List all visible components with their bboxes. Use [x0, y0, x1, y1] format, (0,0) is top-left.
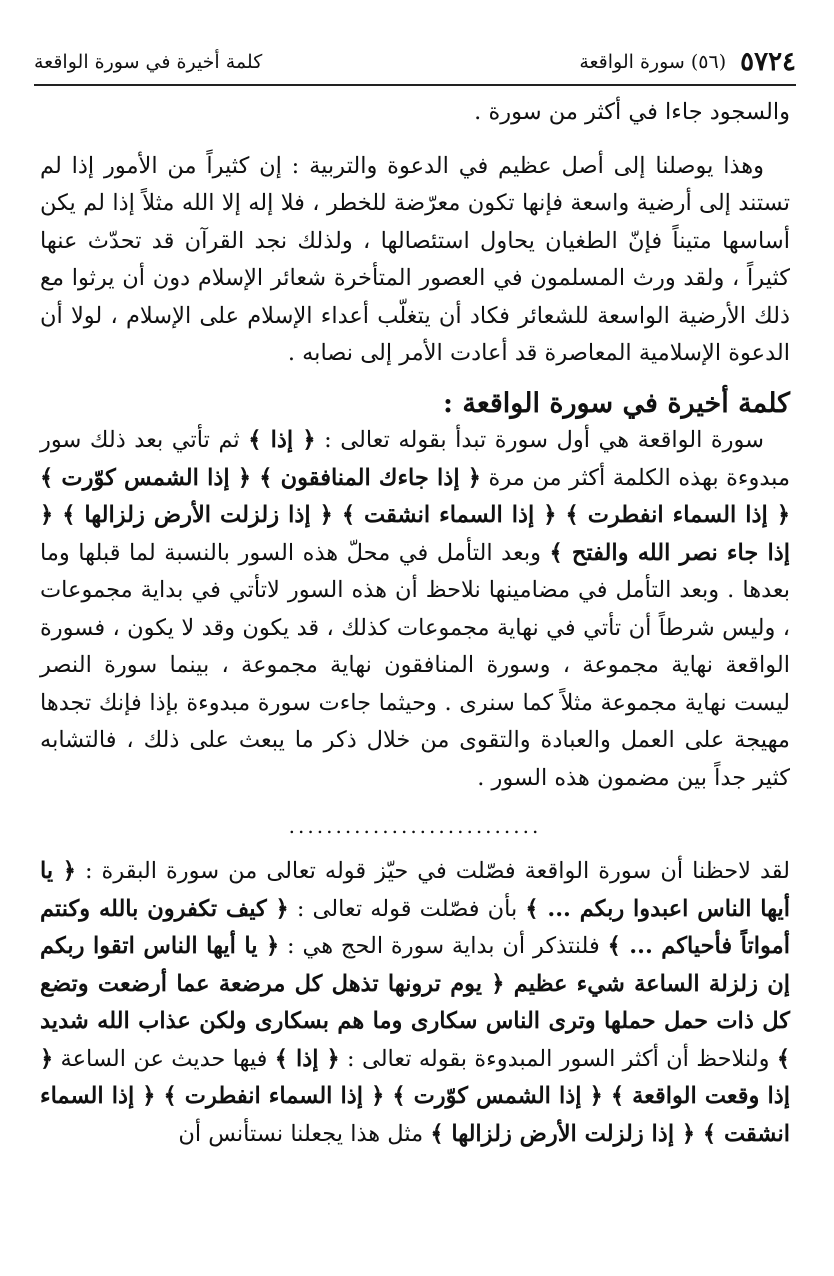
text-span: فلنتذكر أن بداية سورة الحج هي :	[279, 933, 608, 959]
paragraph-1: والسجود جاءا في أكثر من سورة .	[474, 99, 790, 125]
paragraph-4	[40, 853, 790, 1153]
paragraph-3	[40, 422, 790, 797]
quran-quote: ﴿ إذا ﴾	[248, 427, 316, 453]
text-span: مثل هذا يجعلنا نستأنس أن	[178, 1120, 431, 1147]
quran-quote: ﴿ إذا ﴾	[274, 1045, 340, 1072]
text-span: ولنلاحظ أن أكثر السور المبدوءة بقوله تعالى :	[339, 1045, 777, 1072]
quran-quote: ﴿ إذا جاءك المنافقون ﴾ ﴿ إذا الشمس كوّرت ﴾ ﴿ إذا السماء انفطرت ﴾ ﴿ إذا السماء انشقت ﴾ ﴿ إذا زلزلت الأرض زلزالها ﴾ ﴿ إذا جاء نصر الله والفتح ﴾	[40, 464, 790, 566]
quran-quote: ﴿ يا أيها الناس اتقوا ربكم إن زلزلة الساعة شيء عظيم ﴿ يوم ترونها تذهل كل مرضعة عما أرضعت وتضع كل ذات حمل حملها وترى الناس سكارى وما هم بسكارى ولكن عذاب الله شديد ﴾	[40, 933, 790, 1072]
surah-reference: (٥٦) سورة الواقعة	[579, 51, 727, 73]
page-number: ٥٧٢٤	[740, 47, 796, 77]
running-section-title: كلمة أخيرة في سورة الواقعة	[34, 51, 263, 73]
text-span: بأن فصّلت قوله تعالى :	[288, 895, 526, 922]
page-body	[40, 94, 790, 1153]
text-span: لقد لاحظنا أن سورة الواقعة فصّلت في حيّز قوله تعالى من سورة البقرة :	[75, 858, 790, 884]
quran-quote: ﴿ إذا وقعت الواقعة ﴾ ﴿ إذا الشمس كوّرت ﴾ ﴿ إذا السماء انفطرت ﴾ ﴿ إذا السماء انشقت ﴾ ﴿ إذا زلزلت الأرض زلزالها ﴾	[40, 1045, 790, 1147]
quran-quote: ﴿ كيف تكفرون بالله وكنتم أمواتاً فأحياكم ... ﴾	[40, 895, 790, 959]
header-right	[579, 47, 796, 77]
dotted-separator: ...........................	[288, 814, 542, 838]
page-header	[34, 40, 796, 86]
text-span: فيها حديث عن الساعة	[53, 1045, 275, 1072]
section-heading: كلمة أخيرة في سورة الواقعة :	[443, 387, 790, 419]
text-span: وبعد التأمل في محلّ هذه السور بالنسبة لما قبلها وما بعدها . وبعد التأمل في مضامينها نلاحظ أن هذه السور لاتأتي في بداية مجموعات ، وليس شرطاً أن تأتي في نهاية مجموعات كذلك ، قد يكون وقد لا يكون ، فسورة الواقعة نهاية مجموعة ، وسورة المنافقون نهاية مجموعة ، بينما سورة النصر ليست نهاية مجموعة مثلاً كما سنرى . وحيثما جاءت سورة مبدوءة بإذا فإنك تجدها مهيجة على العمل والعبادة والتقوى من خلال ذكر ما يبعث على ذلك ، فالتشابه كثير جداً بين مضمون هذه السور .	[40, 539, 790, 791]
text-span: سورة الواقعة هي أول سورة تبدأ بقوله تعالى :	[315, 427, 764, 453]
paragraph-2: وهذا يوصلنا إلى أصل عظيم في الدعوة والتربية : إن كثيراً من الأمور إذا لم تستند إلى أرضية واسعة فإنها تكون معرّضة للخطر ، فلا إله إلا الله مثلاً إذا لم يكن أساسها متيناً فإنّ الطغيان يحاول استئصالها ، ولذلك نجد القرآن قد تحدّث عنها كثيراً ، ولقد ورث المسلمون في العصور المتأخرة شعائر الإسلام دون أن يرثوا مع ذلك الأرضية الواسعة للشعائر فكاد أن يتغلّب أعداء الإسلام على الإسلام ، لولا أن الدعوة الإسلامية المعاصرة قد أعادت الأمر إلى نصابه .	[40, 152, 790, 366]
quran-quote: ﴿ يا أيها الناس اعبدوا ربكم ... ﴾	[40, 858, 790, 922]
text-span: ثم تأتي بعد ذلك سور مبدوءة بهذه الكلمة أكثر من مرة	[40, 427, 791, 491]
